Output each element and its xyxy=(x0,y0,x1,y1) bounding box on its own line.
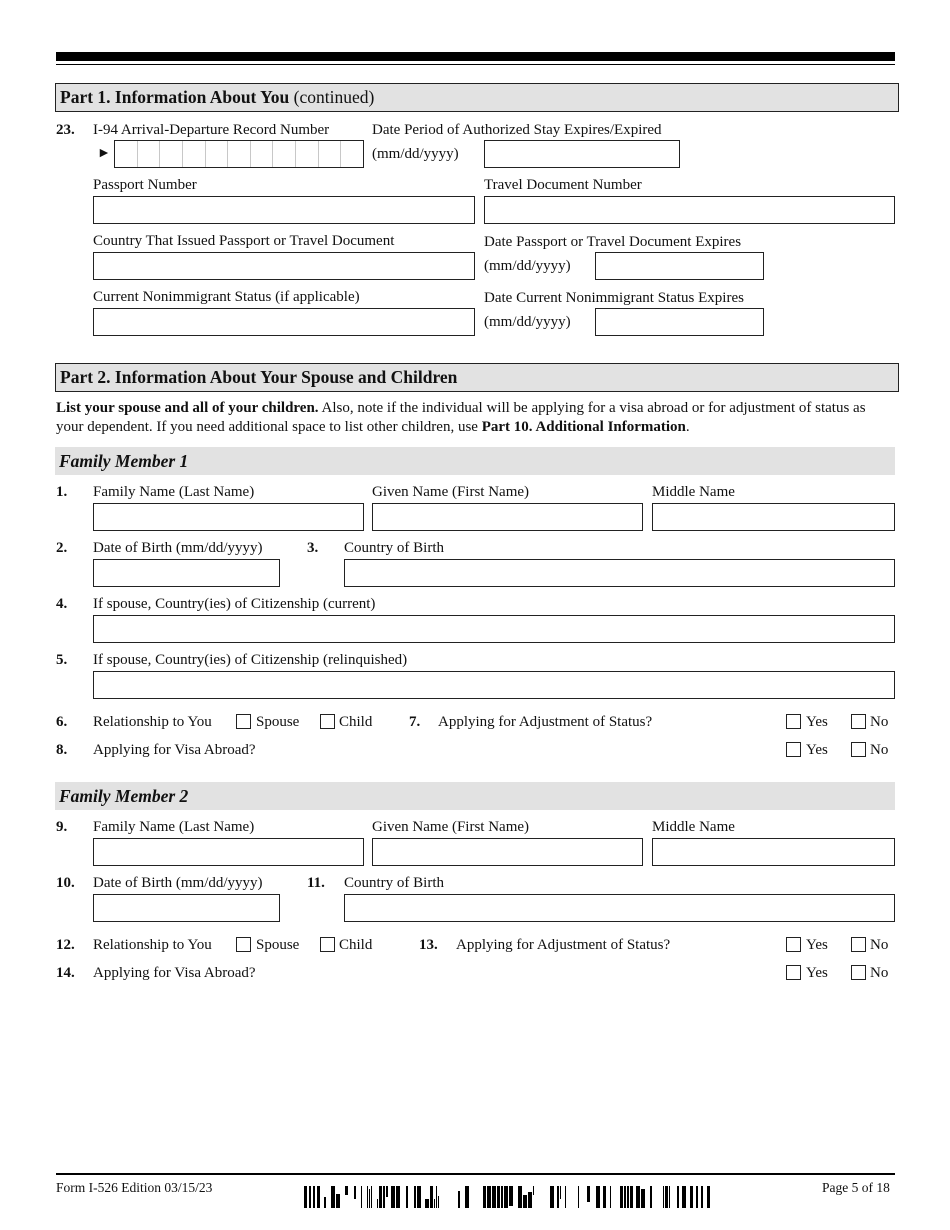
fm2-middle-name-input[interactable] xyxy=(652,838,895,866)
fm1-visa-yes-checkbox[interactable] xyxy=(786,742,801,757)
fm1-family-name-label: Family Name (Last Name) xyxy=(93,484,255,500)
fm1-adjustment-no-checkbox[interactable] xyxy=(851,714,866,729)
fm2-dob-input[interactable] xyxy=(93,894,280,922)
status-exp-label: Date Current Nonimmigrant Status Expires xyxy=(484,290,744,306)
fm1-cob-input[interactable] xyxy=(344,559,895,587)
footer-rule xyxy=(56,1173,895,1175)
item-1-number: 1. xyxy=(56,484,68,500)
status-exp-format: (mm/dd/yyyy) xyxy=(484,314,571,330)
i94-comb-cells xyxy=(115,141,363,167)
item-3-number: 3. xyxy=(307,540,319,556)
fm1-cit-current-input[interactable] xyxy=(93,615,895,643)
item-14-number: 14. xyxy=(56,965,75,981)
fm2-middle-name-label: Middle Name xyxy=(652,819,735,835)
item-2-number: 2. xyxy=(56,540,68,556)
travel-doc-label: Travel Document Number xyxy=(484,177,642,193)
i94-number-input[interactable] xyxy=(114,140,364,168)
fm1-family-name-input[interactable] xyxy=(93,503,364,531)
fm2-child-label: Child xyxy=(339,937,373,953)
item-11-number: 11. xyxy=(307,875,325,891)
fm2-given-name-input[interactable] xyxy=(372,838,643,866)
fm1-given-name-input[interactable] xyxy=(372,503,643,531)
fm2-adjustment-label: Applying for Adjustment of Status? xyxy=(456,937,671,953)
passport-number-input[interactable] xyxy=(93,196,475,224)
travel-doc-input[interactable] xyxy=(484,196,895,224)
passport-label: Passport Number xyxy=(93,177,197,193)
fm1-visa-yes-label: Yes xyxy=(806,742,828,758)
fm2-adjustment-no-checkbox[interactable] xyxy=(851,937,866,952)
fm1-middle-name-label: Middle Name xyxy=(652,484,735,500)
top-thick-rule xyxy=(56,52,895,61)
item-10-number: 10. xyxy=(56,875,75,891)
fm1-spouse-label: Spouse xyxy=(256,714,300,730)
fm1-visa-no-checkbox[interactable] xyxy=(851,742,866,757)
intro-part10-ref: Part 10. Additional Information xyxy=(481,419,686,435)
fm1-cit-relinq-label: If spouse, Country(ies) of Citizenship (relinquished) xyxy=(93,652,408,668)
status-label: Current Nonimmigrant Status (if applicable) xyxy=(93,289,360,305)
item-23-number: 23. xyxy=(56,122,75,138)
fm1-spouse-checkbox[interactable] xyxy=(236,714,251,729)
part1-header xyxy=(55,83,899,112)
date-stay-input[interactable] xyxy=(484,140,680,168)
country-passport-label: Country That Issued Passport or Travel Document xyxy=(93,233,395,249)
fm1-visa-no-label: No xyxy=(870,742,889,758)
fm1-cob-label: Country of Birth xyxy=(344,540,444,556)
date-stay-format: (mm/dd/yyyy) xyxy=(372,146,459,162)
intro-bold-lead: List your spouse and all of your children. xyxy=(56,400,319,416)
arrow-icon: ► xyxy=(97,146,111,161)
date-stay-label: Date Period of Authorized Stay Expires/Expired xyxy=(372,122,662,138)
fm1-adjustment-yes-checkbox[interactable] xyxy=(786,714,801,729)
fm2-child-checkbox[interactable] xyxy=(320,937,335,952)
family-member-1-header: Family Member 1 xyxy=(55,447,895,475)
item-6-number: 6. xyxy=(56,714,68,730)
fm1-adjustment-yes-label: Yes xyxy=(806,714,828,730)
fm1-visa-label: Applying for Visa Abroad? xyxy=(93,742,256,758)
item-7-number: 7. xyxy=(409,714,421,730)
fm1-child-label: Child xyxy=(339,714,373,730)
status-exp-input[interactable] xyxy=(595,308,764,336)
item-4-number: 4. xyxy=(56,596,68,612)
part2-header xyxy=(55,363,899,392)
fm2-family-name-label: Family Name (Last Name) xyxy=(93,819,255,835)
country-passport-input[interactable] xyxy=(93,252,475,280)
item-8-number: 8. xyxy=(56,742,68,758)
fm2-relationship-label: Relationship to You xyxy=(93,937,212,953)
intro-period: . xyxy=(685,419,690,435)
fm2-dob-label: Date of Birth (mm/dd/yyyy) xyxy=(93,875,263,891)
top-thin-rule xyxy=(56,64,895,65)
intro-text: Also, note if the individual will be applying for a visa abroad or for adjustment of status as your dependent. If you need additional space to list other children, use xyxy=(56,400,866,435)
fm2-cob-input[interactable] xyxy=(344,894,895,922)
fm1-relationship-label: Relationship to You xyxy=(93,714,212,730)
fm2-family-name-input[interactable] xyxy=(93,838,364,866)
passport-exp-input[interactable] xyxy=(595,252,764,280)
fm1-cit-relinq-input[interactable] xyxy=(93,671,895,699)
fm2-visa-no-label: No xyxy=(870,965,889,981)
footer-form-edition: Form I-526 Edition 03/15/23 xyxy=(56,1180,213,1195)
barcode-image xyxy=(304,1186,712,1208)
part2-instructions xyxy=(56,399,896,437)
family-member-2-header: Family Member 2 xyxy=(55,782,895,810)
fm2-adjustment-yes-checkbox[interactable] xyxy=(786,937,801,952)
fm2-visa-no-checkbox[interactable] xyxy=(851,965,866,980)
fm2-spouse-checkbox[interactable] xyxy=(236,937,251,952)
fm1-middle-name-input[interactable] xyxy=(652,503,895,531)
fm2-visa-label: Applying for Visa Abroad? xyxy=(93,965,256,981)
fm1-dob-label: Date of Birth (mm/dd/yyyy) xyxy=(93,540,263,556)
footer-page-number: Page 5 of 18 xyxy=(822,1180,890,1195)
item-12-number: 12. xyxy=(56,937,75,953)
part1-header-continued: (continued) xyxy=(293,87,375,107)
fm1-cit-current-label: If spouse, Country(ies) of Citizenship (current) xyxy=(93,596,376,612)
fm2-visa-yes-checkbox[interactable] xyxy=(786,965,801,980)
i94-label: I-94 Arrival-Departure Record Number xyxy=(93,122,330,138)
part2-header-title: Part 2. Information About Your Spouse and Children xyxy=(60,367,458,387)
item-9-number: 9. xyxy=(56,819,68,835)
passport-exp-format: (mm/dd/yyyy) xyxy=(484,258,571,274)
fm2-given-name-label: Given Name (First Name) xyxy=(372,819,530,835)
part1-header-title: Part 1. Information About You xyxy=(60,87,290,107)
fm1-adjustment-no-label: No xyxy=(870,714,889,730)
fm1-dob-input[interactable] xyxy=(93,559,280,587)
item-5-number: 5. xyxy=(56,652,68,668)
fm2-visa-yes-label: Yes xyxy=(806,965,828,981)
fm1-given-name-label: Given Name (First Name) xyxy=(372,484,530,500)
passport-exp-label: Date Passport or Travel Document Expires xyxy=(484,234,742,250)
fm1-child-checkbox[interactable] xyxy=(320,714,335,729)
fm1-adjustment-label: Applying for Adjustment of Status? xyxy=(438,714,653,730)
fm2-adjustment-yes-label: Yes xyxy=(806,937,828,953)
fm2-spouse-label: Spouse xyxy=(256,937,300,953)
status-input[interactable] xyxy=(93,308,475,336)
fm2-cob-label: Country of Birth xyxy=(344,875,444,891)
item-13-number: 13. xyxy=(419,937,438,953)
fm2-adjustment-no-label: No xyxy=(870,937,889,953)
